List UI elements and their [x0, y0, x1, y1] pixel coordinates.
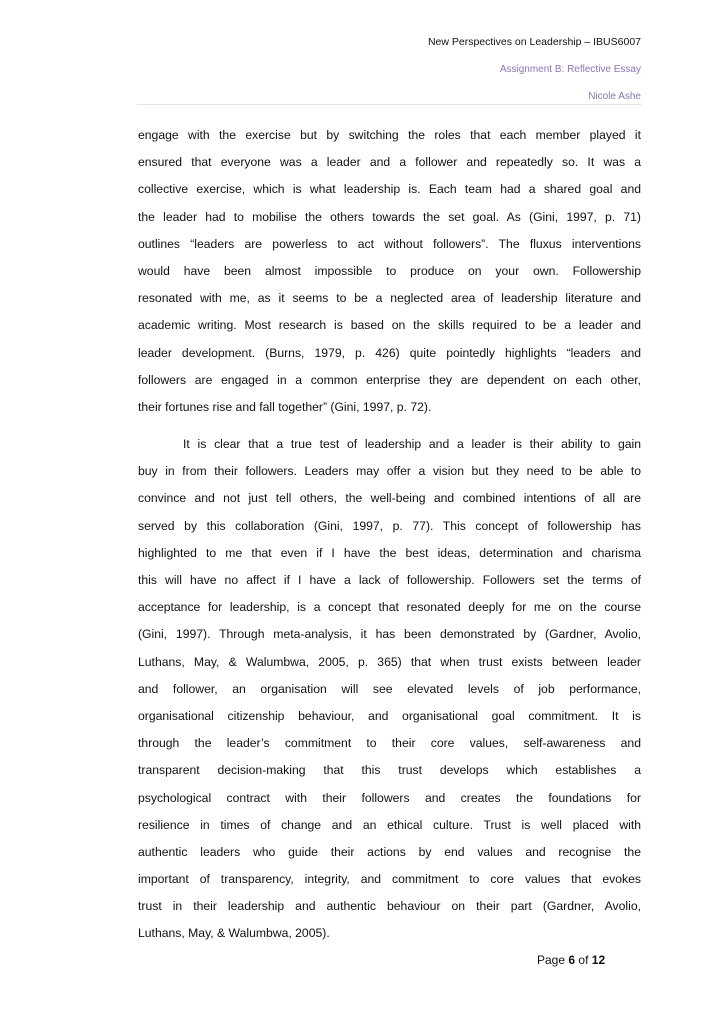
document-body	[138, 122, 641, 948]
course-title: New Perspectives on Leadership – IBUS6007	[427, 36, 641, 48]
text-line: resilience in times of change and an ethical culture. Trust is well placed with	[138, 817, 641, 832]
text-line: trust in their leadership and authentic behaviour on their part (Gardner, Avolio,	[138, 899, 641, 914]
page-label: Page	[537, 953, 566, 967]
text-line: highlighted to me that even if I have the best ideas, determination and charisma	[138, 545, 641, 560]
header-divider	[137, 104, 641, 105]
page-footer	[537, 953, 605, 967]
assignment-title: Assignment B: Reflective Essay	[499, 64, 641, 75]
text-line: and follower, an organisation will see elevated levels of job performance,	[138, 681, 641, 696]
author-name: Nicole Ashe	[588, 91, 641, 102]
text-line: Luthans, May, & Walumbwa, 2005).	[138, 926, 330, 941]
text-line: the leader had to mobilise the others towards the set goal. As (Gini, 1997, p. 71)	[138, 209, 641, 224]
text-line: their fortunes rise and fall together” (Gini, 1997, p. 72).	[138, 399, 432, 414]
total-pages: 12	[591, 953, 606, 967]
text-line: outlines “leaders are powerless to act without followers”. The fluxus interventions	[138, 236, 641, 251]
text-line: transparent decision-making that this trust develops which establishes a	[138, 763, 641, 778]
text-line: It is clear that a true test of leadership and a leader is their ability to gain	[183, 437, 641, 452]
text-line: convince and not just tell others, the well-being and combined intentions of all are	[138, 491, 641, 506]
text-line: engage with the exercise but by switching the roles that each member played it	[138, 128, 641, 142]
text-line: served by this collaboration (Gini, 1997, p. 77). This concept of followership has	[138, 518, 641, 533]
text-line: collective exercise, which is what leadership is. Each team had a shared goal and	[138, 182, 641, 197]
text-line: this will have no affect if I have a lack of followership. Followers set the terms of	[138, 573, 641, 587]
text-line: buy in from their followers. Leaders may offer a vision but they need to be able to	[138, 464, 641, 479]
paragraph	[138, 431, 641, 948]
text-line: authentic leaders who guide their actions by end values and recognise the	[138, 844, 641, 859]
paragraph-gap	[138, 421, 641, 431]
text-line: organisational citizenship behaviour, and organisational goal commitment. It is	[138, 708, 641, 723]
paragraph	[138, 122, 641, 421]
page-header	[428, 36, 641, 102]
text-line: through the leader’s commitment to their core values, self-awareness and	[138, 736, 641, 751]
text-line: would have been almost impossible to produce on your own. Followership	[138, 263, 641, 278]
text-line: followers are engaged in a common enterprise they are dependent on each other,	[138, 372, 641, 387]
text-line: ensured that everyone was a leader and a follower and repeatedly so. It was a	[138, 155, 641, 170]
text-line: leader development. (Burns, 1979, p. 426) quite pointedly highlights “leaders and	[138, 345, 641, 360]
text-line: acceptance for leadership, is a concept that resonated deeply for me on the course	[138, 600, 641, 615]
of-label: of	[578, 953, 589, 967]
text-line: Luthans, May, & Walumbwa, 2005, p. 365) that when trust exists between leader	[138, 654, 641, 669]
text-line: psychological contract with their followers and creates the foundations for	[138, 790, 641, 805]
text-line: important of transparency, integrity, and commitment to core values that evokes	[138, 872, 641, 887]
text-line: resonated with me, as it seems to be a neglected area of leadership literature and	[138, 291, 641, 306]
text-line: (Gini, 1997). Through meta-analysis, it has been demonstrated by (Gardner, Avolio,	[138, 627, 641, 642]
text-line: academic writing. Most research is based on the skills required to be a leader and	[138, 318, 641, 333]
page-number: 6	[568, 953, 576, 967]
